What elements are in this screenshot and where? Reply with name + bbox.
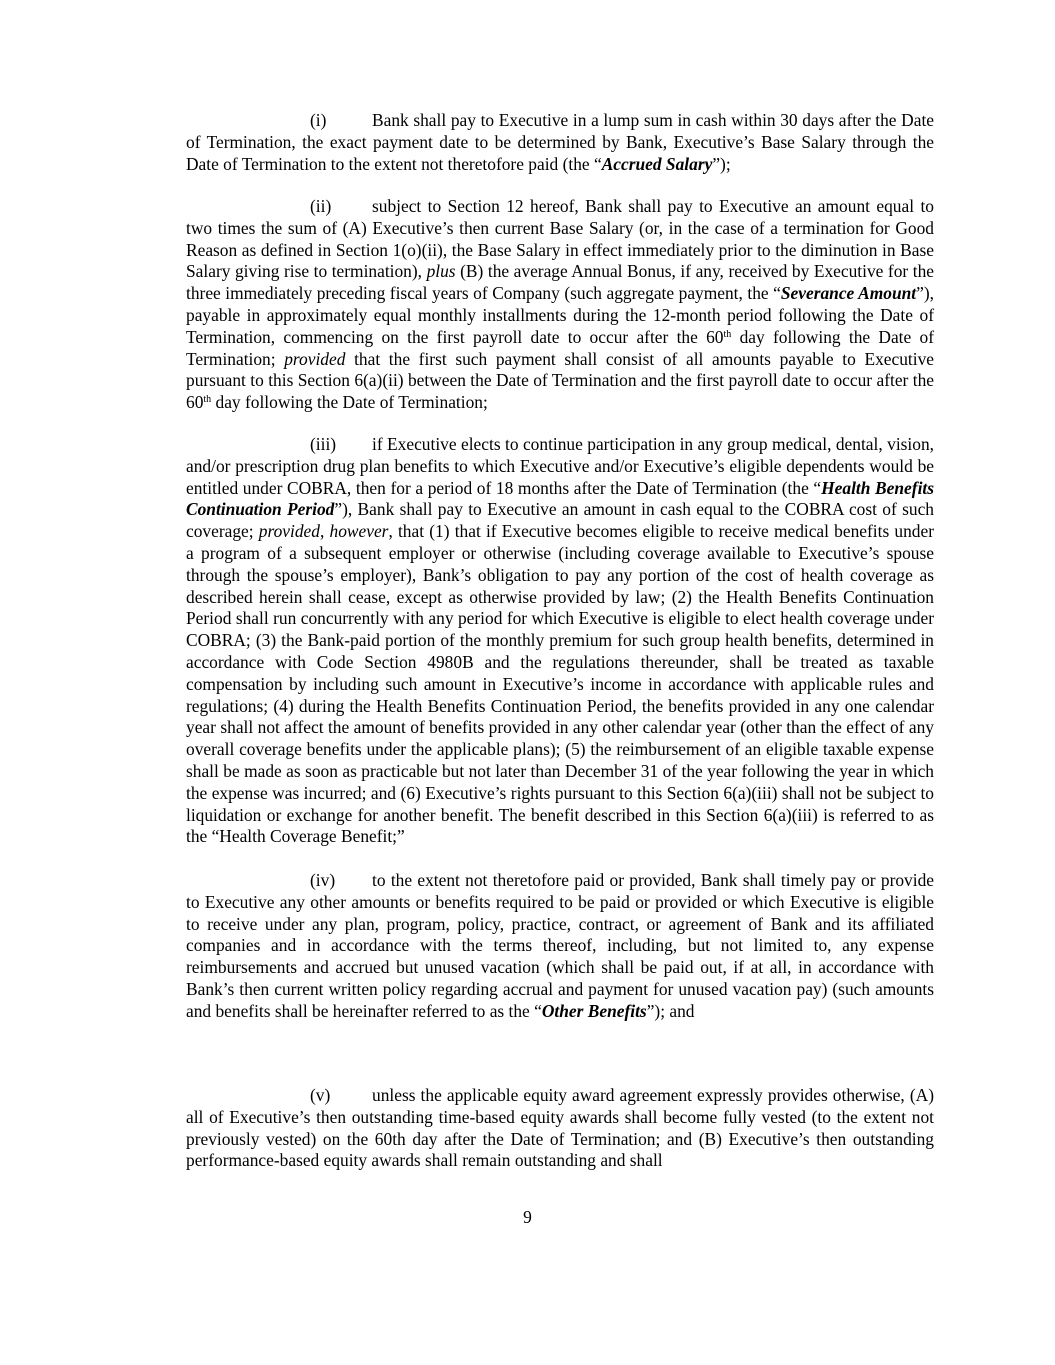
paragraph-text: (B) the average Annual Bonus, if any, received by Executive for the three immediately preceding fiscal years of Company (such aggregate payment, the “ [186,261,934,304]
enumerator: (i) [310,110,327,130]
emphasis-text: provided [258,521,320,542]
paragraph-text: to the extent not theretofore paid or provided, Bank shall timely pay or provide to Executive any other amounts or benefits required to be paid or provided or which Executive is eligible to receive under any plan, program, policy, practice, contract, or agreement of Bank and its affiliated companies and in accordance with the terms thereof, including, but not limited to, any expense reimbursements and accrued but unused vacation (which shall be paid out, if at all, in accordance with Bank’s then current written policy regarding accrual and payment for unused vacation pay) (such amounts and benefits shall be hereinafter referred to as the “ [186,870,934,1021]
emphasis-text: plus [426,261,456,282]
emphasis-text: however [329,521,389,542]
enumerator: (ii) [310,196,332,216]
paragraph-text: , [319,521,330,542]
paragraph-text: , that (1) that if Executive becomes eligible to receive medical benefits under a program of a subsequent employer or otherwise (including coverage available to Executive’s spouse through the spouse’s employer), Bank’s obligation to pay any portion of the cost of health coverage as described herein shall cease, except as otherwise provided by law; (2) the Health Benefits Continuation Period shall run concurrently with any period for which Executive is eligible to elect health coverage under COBRA; (3) the Bank-paid portion of the monthly premium for such group health benefits, determined in accordance with Code Section 4980B and the regulations thereunder, shall be treated as taxable compensation by including such amount in Executive’s income in accordance with applicable rules and regulations; (4) during the Health Benefits Continuation Period, the benefits provided in any one calendar year shall not affect the amount of benefits provided in any other calendar year (other than the effect of any overall coverage benefits under the applicable plans); (5) the reimbursement of an eligible taxable expense shall be made as soon as practicable but not later than December 31 of the year following the year in which the expense was incurred; and (6) Executive’s rights pursuant to this Section 6(a)(iii) shall not be subject to liquidation or exchange for another benefit. The benefit described in this Section 6(a)(iii) is referred to as the “Health Coverage Benefit;” [186,521,935,847]
defined-term: Health Benefits Continuation Period [186,477,934,520]
paragraph-i [186,110,934,175]
paragraph-text: that the first such payment shall consist of all amounts payable to Executive pursuant to this Section 6(a)(ii) between the Date of Termination and the first payroll date to occur after the 60 [186,348,934,413]
paragraph-text: ”); and [646,1000,695,1021]
defined-term: Other Benefits [541,1000,647,1021]
paragraph-text: ”), Bank shall pay to Executive an amount in cash equal to the COBRA cost of such coverage; [186,499,934,542]
paragraph-text: day following the Date of Termination; [211,392,488,413]
paragraph-v [186,1085,934,1172]
paragraph-text: unless the applicable equity award agreement expressly provides otherwise, (A) all of Executive’s then outstanding time-based equity awards shall become fully vested (to the extent not previously vested) on the 60th day after the Date of Termination; and (B) Executive’s then outstanding performance-based equity awards shall remain outstanding and shall [186,1085,934,1171]
paragraph-iv [186,870,934,1023]
ordinal-superscript: th [723,328,732,340]
emphasis-text: provided [284,348,346,369]
paragraph-text: if Executive elects to continue participation in any group medical, dental, vision, and/or prescription drug plan benefits to which Executive and/or Executive’s eligible dependents would be entitled under COBRA, then for a period of 18 months after the Date of Termination (the “ [186,434,934,498]
paragraph-text: ”); [712,153,731,174]
paragraph-text: Bank shall pay to Executive in a lump sum in cash within 30 days after the Date of Termination, the exact payment date to be determined by Bank, Executive’s Base Salary through the Date of Termination to the extent not theretofore paid (the “ [186,110,934,174]
defined-term: Accrued Salary [601,153,713,174]
paragraph-ii [186,196,934,414]
paragraph-iii [186,434,934,848]
paragraph-text: day following the Date of Termination; [186,326,934,369]
paragraph-text: subject to Section 12 hereof, Bank shall pay to Executive an amount equal to two times the sum of (A) Executive’s then current Base Salary (or, in the case of a termination for Good Reason as defined in Section 1(o)(ii), the Base Salary in effect immediately prior to the diminution in Base Salary giving rise to termination), [186,196,934,282]
enumerator: (v) [310,1085,331,1105]
page-number: 9 [523,1207,532,1227]
enumerator: (iv) [310,870,336,890]
defined-term: Severance Amount [780,283,917,304]
paragraph-text: ”), payable in approximately equal monthly installments during the 12-month period following the Date of Termination, commencing on the first payroll date to occur after the 60 [186,283,934,347]
enumerator: (iii) [310,434,337,454]
ordinal-superscript: th [203,394,212,406]
